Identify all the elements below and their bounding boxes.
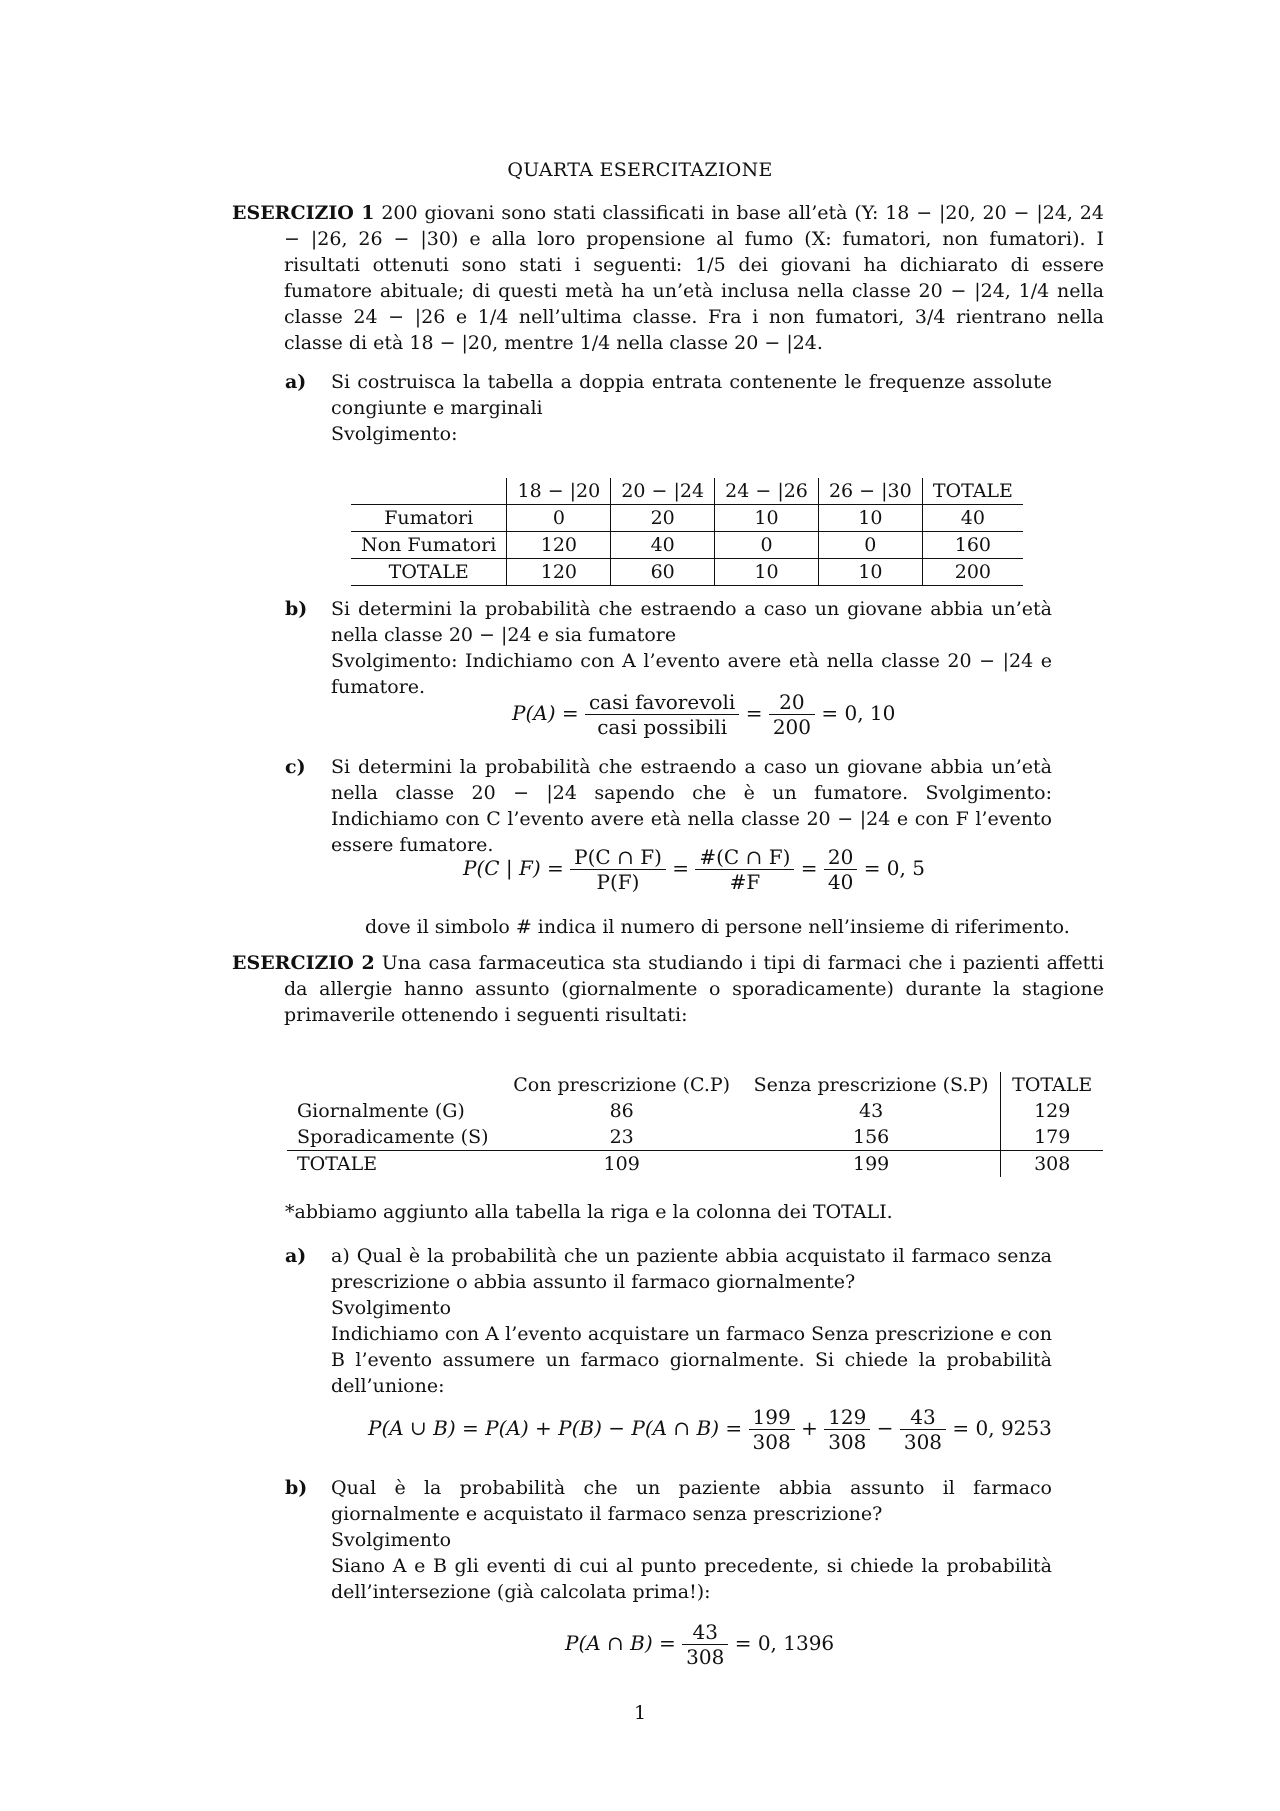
fraction-denominator: 308: [903, 1430, 943, 1454]
item-a-label: a): [285, 1245, 307, 1267]
table2-header: TOTALE: [1012, 1074, 1093, 1096]
equation-result: = 0, 9253: [952, 1416, 1052, 1440]
table2-cell: 43: [742, 1098, 1001, 1124]
exercise-1-item-b: [285, 596, 1052, 700]
fraction-numerator: 20: [824, 845, 857, 870]
table1-header: 18 − |20: [507, 478, 611, 505]
fraction-numerator: P(C ∩ F): [570, 845, 666, 870]
equation-lhs: P(A ∩ B) =: [565, 1631, 676, 1655]
table1-cell: 10: [715, 559, 819, 586]
item-a-solution-label: Svolgimento:: [331, 423, 458, 445]
table-row: [351, 532, 1023, 559]
fraction-numerator: casi favorevoli: [585, 690, 739, 715]
table2-cell: 129: [1034, 1100, 1071, 1122]
table2-cell: 23: [609, 1126, 634, 1148]
item-b-explanation: Siano A e B gli eventi di cui al punto precedente, si chiede la probabilità dell’intersezione (già calcolata prima!):: [331, 1555, 1052, 1603]
item-a-label: a): [285, 371, 307, 393]
table-row: [351, 505, 1023, 532]
table2-cell: 308: [1034, 1153, 1071, 1175]
fraction-denominator: P(F): [596, 870, 640, 894]
hash-symbol-note: dove il simbolo # indica il numero di persone nell’insieme di riferimento.: [365, 916, 1070, 938]
fraction-numerator: 43: [900, 1405, 946, 1430]
item-b-text: Si determini la probabilità che estraendo a caso un giovane abbia un’età nella classe 20 − |24 e sia fumatore: [331, 598, 1052, 646]
equals-sign: =: [672, 856, 690, 880]
table1-header: 24 − |26: [715, 478, 819, 505]
equation-intersection: [565, 1620, 834, 1669]
exercise-1-item-c: [285, 754, 1052, 858]
exercise-2-item-b: [285, 1475, 1052, 1605]
fraction-numerator: 129: [824, 1405, 870, 1430]
exercise-1-item-a: [285, 369, 1052, 447]
fraction-denominator: 200: [772, 715, 811, 739]
table2-row-label: Sporadicamente (S): [297, 1126, 489, 1148]
table1-row-label: Non Fumatori: [351, 532, 507, 559]
table1-cell: 20: [611, 505, 715, 532]
item-a-solution-label: Svolgimento: [331, 1297, 452, 1319]
fraction-numerator: 199: [749, 1405, 795, 1430]
fraction-numerator: 43: [682, 1620, 728, 1645]
equals-sign: =: [800, 856, 818, 880]
fraction-denominator: #F: [729, 870, 761, 894]
table2-cell: 156: [742, 1124, 1001, 1151]
table2-header: Con prescrizione (C.P): [513, 1074, 731, 1096]
table1-cell: 0: [715, 532, 819, 559]
equation-p-c-given-f: [463, 845, 925, 894]
allergy-drug-table: [287, 1072, 1103, 1177]
table1-header: TOTALE: [932, 480, 1013, 502]
table2-row-label: Giornalmente (G): [297, 1100, 465, 1122]
totals-note: *abbiamo aggiunto alla tabella la riga e la colonna dei TOTALI.: [285, 1201, 893, 1223]
equation-lhs: P(A ∪ B) = P(A) + P(B) − P(A ∩ B) =: [368, 1416, 743, 1440]
equation-lhs: P(C | F) =: [463, 856, 564, 880]
table1-cell: 0: [507, 505, 611, 532]
minus-sign: −: [876, 1416, 894, 1440]
equation-lhs: P(A) =: [512, 701, 579, 725]
equation-union: [368, 1405, 1052, 1454]
exercise-1-text: 200 giovani sono stati classificati in base all’età (Y: 18 − |20, 20 − |24, 24 − |26, 26 − |30) e alla loro propensione al fumo (X: fumatori, non fumatori). I risultati ottenuti sono stati i seguenti: 1/5 dei giovani ha dichiarato di essere fumatore abituale; di questi metà ha un’età inclusa nella classe 20 − |24, 1/4 nella classe 24 − |26 e 1/4 nell’ultima classe. Fra i non fumatori, 3/4 rientrano nella classe di età 18 − |20, mentre 1/4 nella classe 20 − |24.: [284, 202, 1104, 354]
equation-result: = 0, 10: [821, 701, 896, 725]
item-b-text: Qual è la probabilità che un paziente abbia assunto il farmaco giornalmente e acquistato il farmaco senza prescrizione?: [331, 1477, 1052, 1525]
equation-result: = 0, 5: [863, 856, 925, 880]
item-b-label: b): [285, 598, 308, 620]
fraction-numerator: #(C ∩ F): [695, 845, 794, 870]
table1-header: 20 − |24: [611, 478, 715, 505]
exercise-2-text: Una casa farmaceutica sta studiando i tipi di farmaci che i pazienti affetti da allergie hanno assunto (giornalmente o sporadicamente) durante la stagione primaverile ottenendo i seguenti risultati:: [284, 952, 1104, 1026]
item-b-solution-label: Svolgimento: [331, 1529, 452, 1551]
table-row: [287, 1151, 1103, 1178]
exercise-2-item-a: [285, 1243, 1052, 1399]
fraction-denominator: casi possibili: [597, 715, 728, 739]
exercise-2-label: ESERCIZIO 2: [232, 952, 375, 974]
table2-header: Senza prescrizione (S.P): [742, 1072, 1001, 1098]
fraction-numerator: 20: [769, 690, 815, 715]
equals-sign: =: [745, 701, 763, 725]
table1-cell: 40: [960, 507, 985, 529]
fraction-denominator: 40: [827, 870, 854, 894]
table2-row-label: TOTALE: [297, 1153, 378, 1175]
table1-cell: 10: [818, 505, 922, 532]
table1-cell: 0: [818, 532, 922, 559]
exercise-2-statement: [232, 950, 1104, 1028]
item-b-label: b): [285, 1477, 308, 1499]
table1-cell: 160: [954, 534, 992, 556]
fraction-denominator: 308: [686, 1645, 725, 1669]
table1-cell: 120: [507, 559, 611, 586]
table1-row-label: Fumatori: [351, 505, 507, 532]
item-c-label: c): [285, 756, 306, 778]
item-a-text: a) Qual è la probabilità che un paziente abbia acquistato il farmaco senza prescrizione o abbia assunto il farmaco giornalmente?: [331, 1245, 1052, 1293]
table-row: [287, 1124, 1103, 1151]
item-c-text: Si determini la probabilità che estraendo a caso un giovane abbia un’età nella classe 20 − |24 sapendo che è un fumatore. Svolgimento: Indichiamo con C l’evento avere età nella classe 20 − |24 e con F l’evento essere fumatore.: [331, 756, 1052, 856]
plus-sign: +: [801, 1416, 818, 1440]
table1-row-label: TOTALE: [351, 559, 507, 586]
table1-cell: 10: [715, 505, 819, 532]
table1-cell: 200: [954, 561, 992, 583]
table1-cell: 40: [611, 532, 715, 559]
equation-result: = 0, 1396: [734, 1631, 835, 1655]
equation-p-a: [512, 690, 895, 739]
table1-header: 26 − |30: [818, 478, 922, 505]
item-a-text: Si costruisca la tabella a doppia entrata contenente le frequenze assolute congiunte e marginali: [331, 371, 1052, 419]
table1-cell: 10: [818, 559, 922, 586]
table1-cell: 60: [611, 559, 715, 586]
fraction-denominator: 308: [828, 1430, 867, 1454]
page-number: 1: [633, 1702, 647, 1724]
table2-cell: 86: [609, 1100, 634, 1122]
table2-cell: 179: [1034, 1126, 1071, 1148]
item-a-explanation: Indichiamo con A l’evento acquistare un farmaco Senza prescrizione e con B l’evento assumere un farmaco giornalmente. Si chiede la probabilità dell’unione:: [331, 1323, 1052, 1397]
exercise-1-label: ESERCIZIO 1: [232, 202, 375, 224]
table1-cell: 120: [507, 532, 611, 559]
age-smoking-table: [351, 478, 1023, 586]
table2-cell: 109: [603, 1153, 640, 1175]
exercise-1-statement: [232, 200, 1104, 356]
page-title: QUARTA ESERCITAZIONE: [507, 159, 773, 181]
item-b-solution: Svolgimento: Indichiamo con A l’evento avere età nella classe 20 − |24 e fumatore.: [331, 650, 1052, 698]
table-row: [351, 559, 1023, 586]
table2-cell: 199: [742, 1151, 1001, 1178]
fraction-denominator: 308: [752, 1430, 791, 1454]
table-row: [287, 1098, 1103, 1124]
